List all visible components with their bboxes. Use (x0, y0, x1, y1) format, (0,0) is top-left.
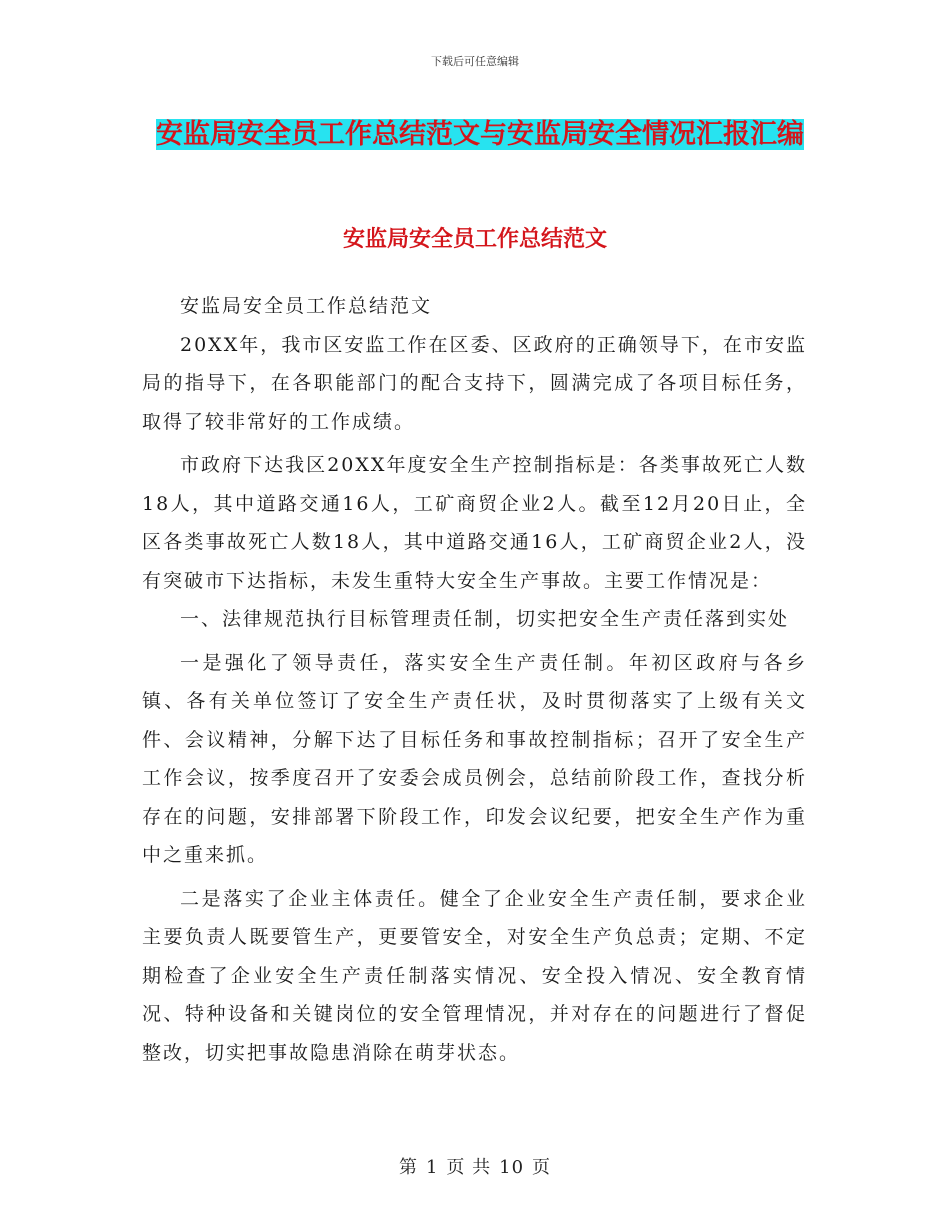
paragraph-2: 20XX年，我市区安监工作在区委、区政府的正确领导下，在市安监局的指导下，在各职能部门的配合支持下，圆满完成了各项目标任务，取得了较非常好的工作成绩。 (142, 333, 807, 433)
header-note: 下载后可任意编辑 (431, 55, 519, 68)
section-title: 安监局安全员工作总结范文 (342, 227, 607, 252)
paragraph-3: 市政府下达我区20XX年度安全生产控制指标是：各类事故死亡人数18人，其中道路交通16人，工矿商贸企业2人。截至12月20日止，全区各类事故死亡人数18人，其中道路交通16人，工矿商贸企业2人，没有突破市下达指标，未发生重特大安全生产事故。主要工作情况是： (142, 454, 807, 592)
paragraph-4: 一、法律规范执行目标管理责任制，切实把安全生产责任落到实处 (180, 608, 790, 630)
page-mid: 页 共 (446, 1157, 492, 1178)
document-title-text: 安监局安全员工作总结范文与安监局安全情况汇报汇编 (156, 119, 804, 150)
page-prefix: 第 (398, 1157, 418, 1178)
page-footer (0, 1153, 950, 1179)
paragraph-6: 二是落实了企业主体责任。健全了企业安全生产责任制，要求企业主要负责人既要管生产，更要管安全，对安全生产负总责；定期、不定期检查了企业安全生产责任制落实情况、安全投入情况、安全教育情况、特种设备和关键岗位的安全管理情况，并对存在的问题进行了督促整改，切实把事故隐患消除在萌芽状态。 (142, 887, 807, 1064)
page-number: 1 (425, 1157, 439, 1178)
paragraph-5: 一是强化了领导责任，落实安全生产责任制。年初区政府与各乡镇、各有关单位签订了安全生产责任状，及时贯彻落实了上级有关文件、会议精神，分解下达了目标任务和事故控制指标；召开了安全生产工作会议，按季度召开了安委会成员例会，总结前阶段工作，查找分析存在的问题，安排部署下阶段工作，印发会议纪要，把安全生产作为重中之重来抓。 (142, 651, 807, 866)
page-suffix: 页 (532, 1157, 552, 1178)
document-body (142, 287, 807, 1072)
paragraph-1: 安监局安全员工作总结范文 (180, 295, 433, 317)
document-title (140, 112, 820, 157)
page-total: 10 (499, 1157, 525, 1178)
